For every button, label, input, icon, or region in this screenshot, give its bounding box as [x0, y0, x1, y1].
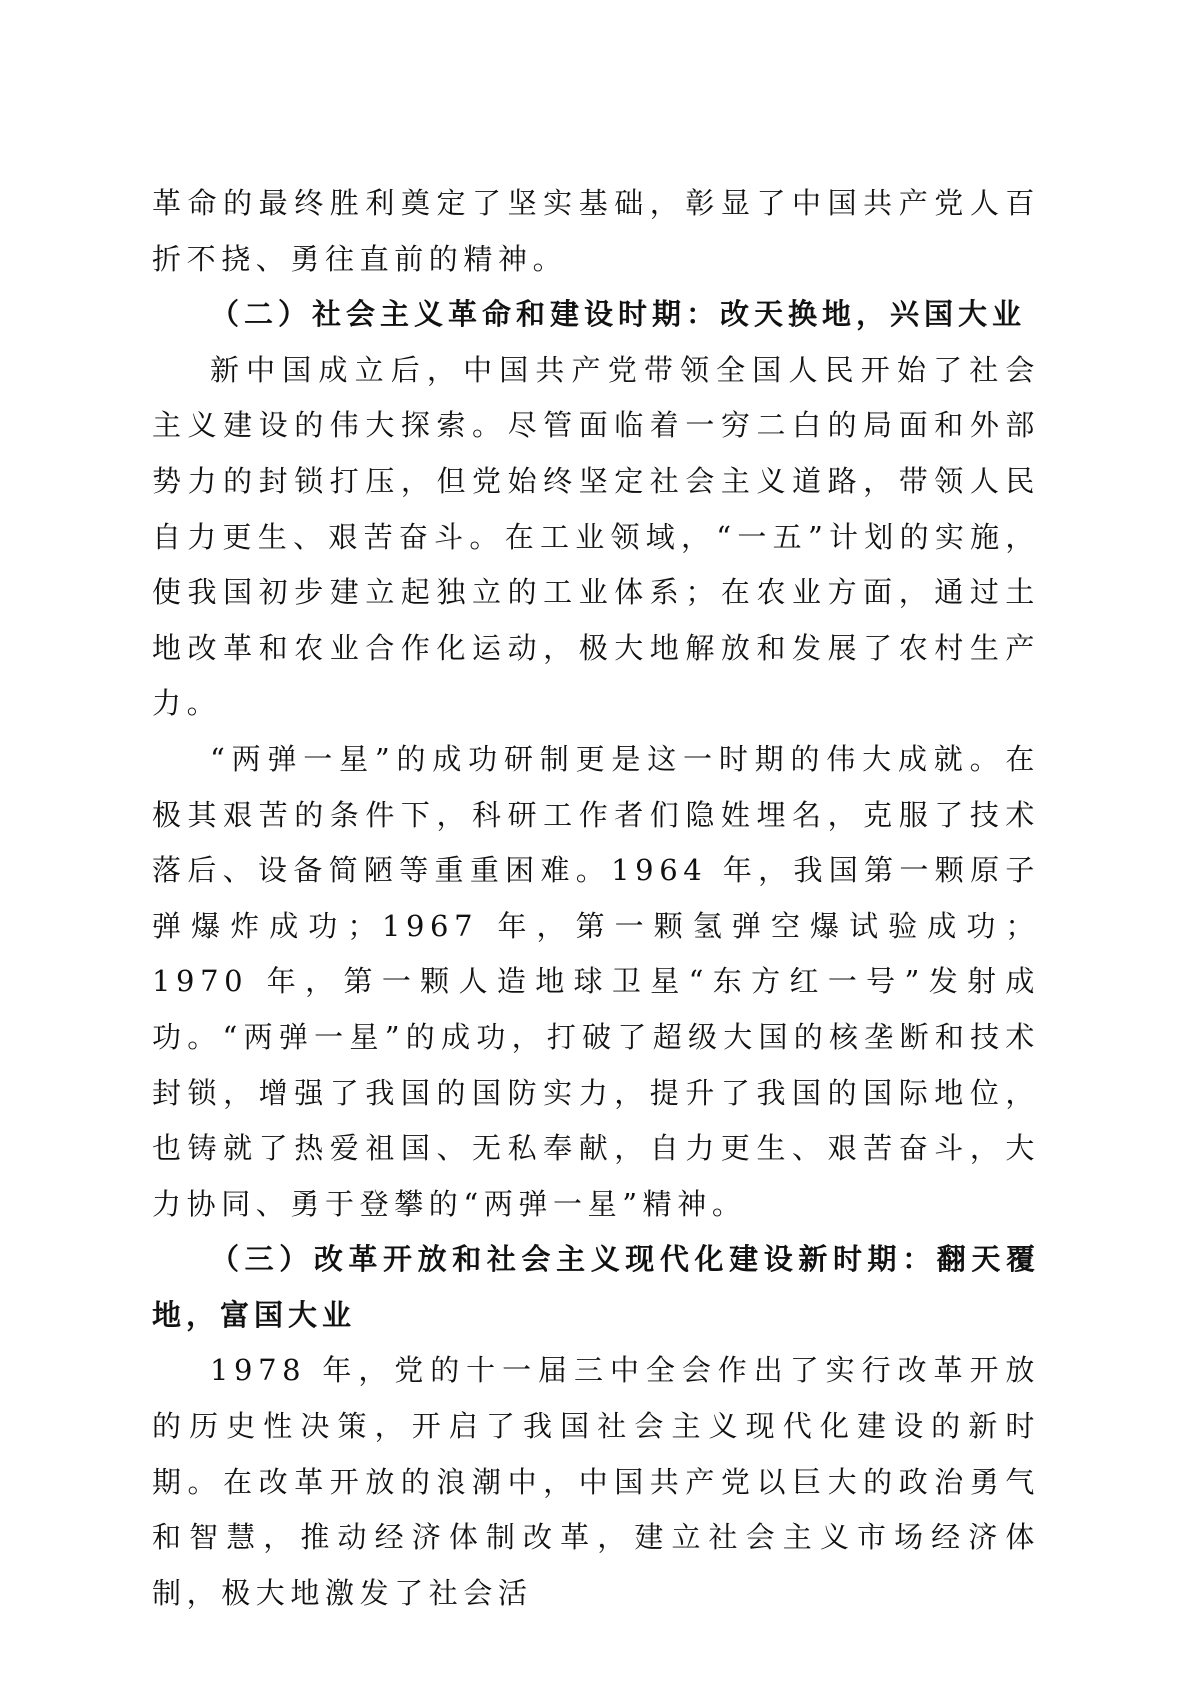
section-heading-3: （三）改革开放和社会主义现代化建设新时期：翻天覆地，富国大业 — [152, 1242, 1040, 1332]
document-page — [152, 176, 1040, 1621]
paragraph-reform-opening: 1978 年，党的十一届三中全会作出了实行改革开放的历史性决策，开启了我国社会主义现代化建设的新时期。在改革开放的浪潮中，中国共产党以巨大的政治勇气和智慧，推动经济体制改革，建立社会主义市场经济体制，极大地激发了社会活 — [152, 1353, 1040, 1610]
paragraph-continuation: 革命的最终胜利奠定了坚实基础，彰显了中国共产党人百折不挠、勇往直前的精神。 — [152, 186, 1040, 276]
paragraph-two-bombs-one-satellite: “两弹一星”的成功研制更是这一时期的伟大成就。在极其艰苦的条件下，科研工作者们隐姓埋名，克服了技术落后、设备简陋等重重困难。1964 年，我国第一颗原子弹爆炸成功；1967 年，第一颗氢弹空爆试验成功；1970 年，第一颗人造地球卫星“东方红一号”发射成功。“两弹一星”的成功，打破了超级大国的核垄断和技术封锁，增强了我国的国防实力，提升了我国的国际地位，也铸就了热爱祖国、无私奉献，自力更生、艰苦奋斗，大力协同、勇于登攀的“两弹一星”精神。 — [152, 741, 1040, 1221]
paragraph-new-china: 新中国成立后，中国共产党带领全国人民开始了社会主义建设的伟大探索。尽管面临着一穷二白的局面和外部势力的封锁打压，但党始终坚定社会主义道路，带领人民自力更生、艰苦奋斗。在工业领域，“一五”计划的实施，使我国初步建立起独立的工业体系；在农业方面，通过土地改革和农业合作化运动，极大地解放和发展了农村生产力。 — [152, 352, 1040, 721]
section-heading-2: （二）社会主义革命和建设时期：改天换地，兴国大业 — [210, 297, 1027, 332]
